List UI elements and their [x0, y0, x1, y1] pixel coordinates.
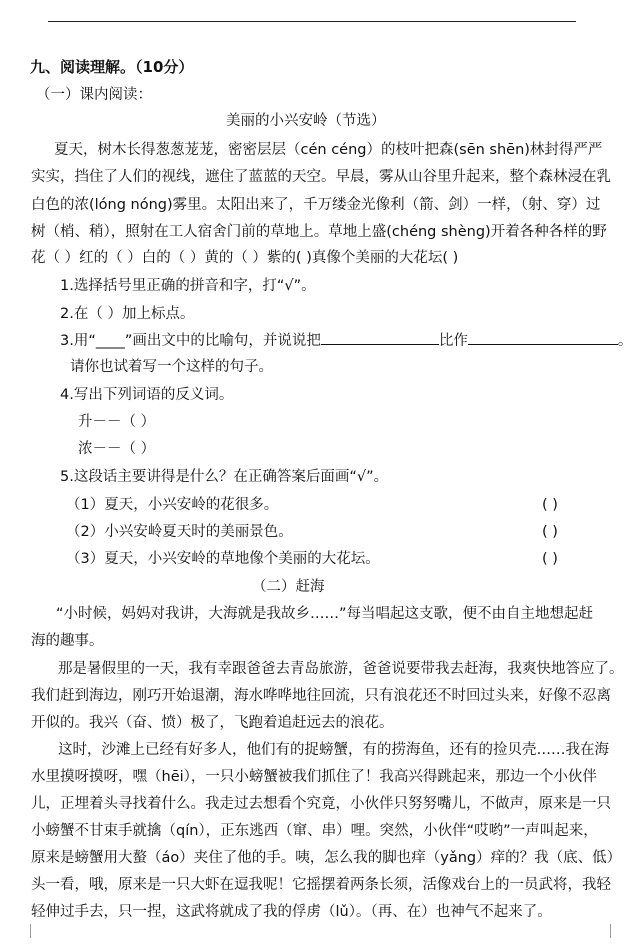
passage2-line: 海的趣事。: [31, 633, 104, 649]
passage1-line: 夏天，树木长得葱葱茏茏，密密层层（cén céng）的枝叶把森(sēn shēn)林封得严严: [54, 142, 603, 158]
question-4: 4.写出下列词语的反义词。: [60, 387, 234, 403]
passage2-line: 儿，正埋着头寻找着什么。我走过去想看个究竟，小伙伴只努努嘴儿，不做声，原来是一只: [31, 796, 611, 812]
passage2-line: “小时候，妈妈对我讲，大海就是我故乡……”每当唱起这支歌，便不由自主地想起赶: [56, 606, 594, 622]
option-answer-box: ( ): [542, 524, 558, 540]
option-answer-box: ( ): [542, 551, 558, 567]
option-text: （1）夏天，小兴安岭的花很多。: [66, 497, 279, 513]
question-3-end: 。: [617, 333, 633, 349]
passage2-line: 那是暑假里的一天，我有幸跟爸爸去青岛旅游，爸爸说要带我去赶海，我爽快地答应了。: [58, 661, 624, 677]
question-2: 2.在（ ）加上标点。: [60, 306, 195, 322]
part2-title: （二）赶海: [252, 579, 325, 595]
question-3: [60, 331, 632, 351]
passage2-line: 开似的。我兴（奋、愤）极了，飞跑着追赶远去的浪花。: [31, 715, 394, 731]
section-heading: 九、阅读理解。（10分）: [30, 58, 194, 76]
page-corner-mark: [20, 924, 31, 938]
passage1-line: 树（梢、稍），照射在工人宿舍门前的草地上。草地上盛(chéng shèng)开着各种各样的野: [31, 224, 607, 240]
passage2-line: 原来是螃蟹用大螯（áo）夹住了他的手。咦，怎么我的脚也痒（yǎng）痒的？我（底、低）: [31, 850, 622, 866]
option-text: （3）夏天，小兴安岭的草地像个美丽的大花坛。: [66, 551, 380, 567]
passage1-line: 实实，挡住了人们的视线，遮住了蓝蓝的天空。早晨，雾从山谷里升起来，整个森林浸在乳: [31, 169, 611, 185]
passage2-line: 这时，沙滩上已经有好多人，他们有的捉螃蟹，有的捞海鱼，还有的捡贝壳……我在海: [58, 742, 609, 758]
page-corner-mark: [610, 924, 621, 938]
passage1-line: 白色的浓(lóng nóng)雾里。太阳出来了，千万缕金光像利（箭、剑）一样，（射、穿）过: [31, 197, 601, 213]
passage1-line: 花（ ）红的（ ）白的（ ）黄的（ ）紫的( )真像个美丽的大花坛( ): [31, 250, 459, 266]
passage2-line: 轻伸过手去，只一捏，这武将就成了我的俘虏（lǔ）。（再、在）也神气不起来了。: [31, 904, 552, 920]
antonym-item: 升－－（ ）: [78, 414, 156, 430]
answer-blank: [468, 332, 618, 345]
passage2-line: 水里摸呀摸呀，嘿（hēi），一只小螃蟹被我们抓住了！我高兴得跳起来，那边一个小伙伴: [31, 769, 597, 785]
question-3-mid: 比作: [438, 333, 468, 349]
passage2-line: 头一看，哦，原来是一只大虾在逗我呢！它摇摆着两条长须，活像戏台上的一员武将，我轻: [31, 877, 611, 893]
question-1: 1.选择括号里正确的拼音和字，打“√”。: [60, 278, 316, 294]
antonym-item: 浓－－（ ）: [78, 441, 156, 457]
question-5: 5.这段话主要讲得是什么？在正确答案后面画“√”。: [60, 469, 389, 485]
answer-blank: [321, 332, 439, 345]
option-answer-box: ( ): [542, 497, 558, 513]
header-rule: [48, 21, 576, 22]
passage2-line: 小螃蟹不甘束手就擒（qín），正东逃西（窜、串）哩。突然，小伙伴“哎哟”一声叫起来，: [31, 823, 598, 839]
question-3-start: 3.用“____”画出文中的比喻句，并说说把: [60, 333, 321, 349]
part1-label: （一）课内阅读：: [36, 87, 152, 103]
part1-title: 美丽的小兴安岭（节选）: [226, 113, 386, 129]
passage2-line: 我们赶到海边，刚巧开始退潮，海水哗哗地往回流，只有浪花还不时回过头来，好像不忍离: [31, 688, 611, 704]
option-text: （2）小兴安岭夏天时的美丽景色。: [66, 524, 293, 540]
question-3-line2: 请你也试着写一个这样的句子。: [70, 359, 273, 375]
